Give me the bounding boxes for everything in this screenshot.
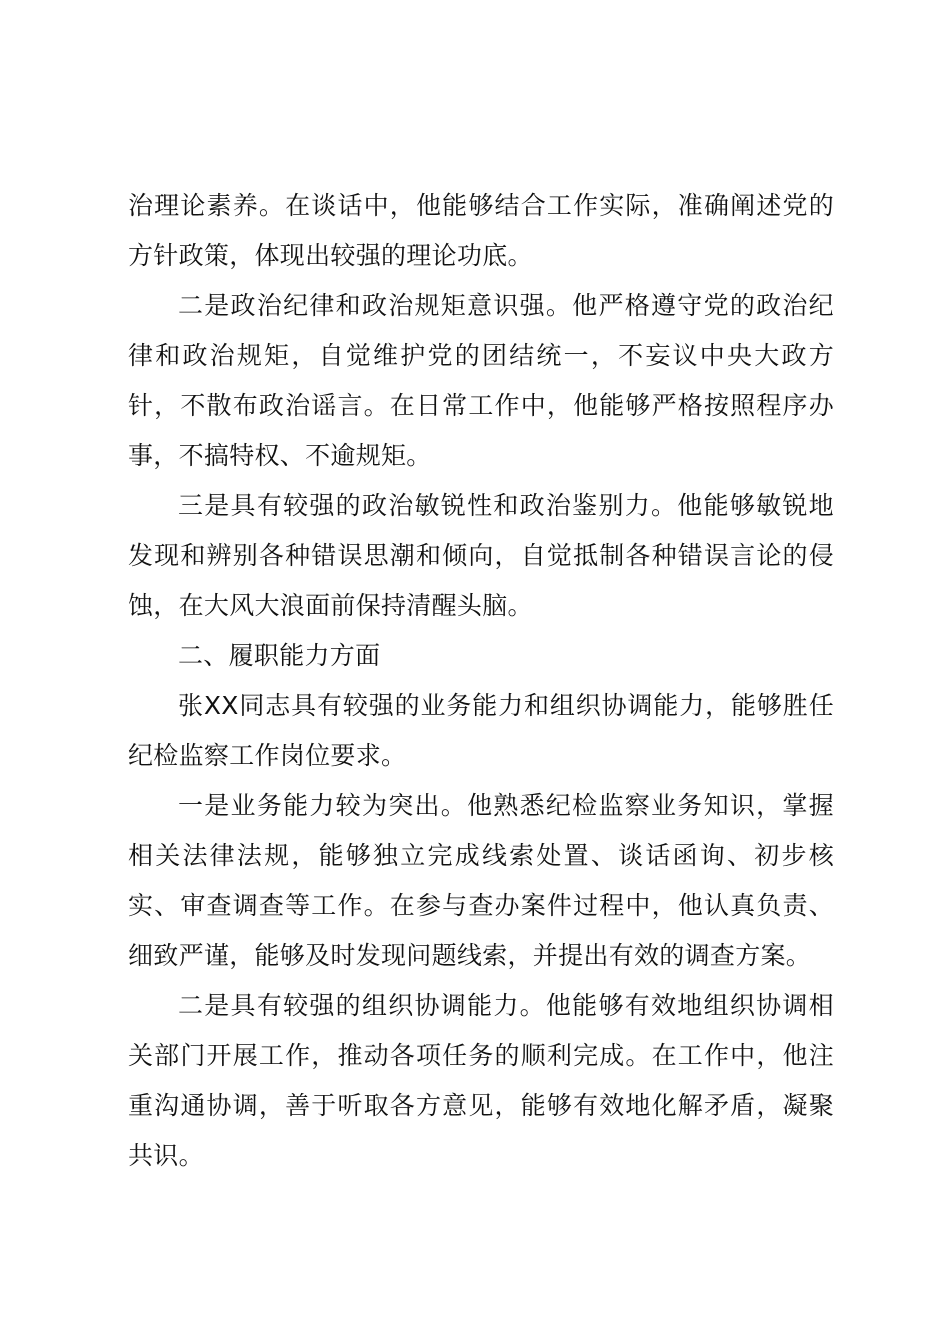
paragraph-political-discipline: 二是政治纪律和政治规矩意识强。他严格遵守党的政治纪律和政治规矩，自觉维护党的团结统一，不妄议中央大政方针，不散布政治谣言。在日常工作中，他能够严格按照程序办事，不搞特权、不逾规矩。 xyxy=(128,291,834,470)
paragraph-business-ability: 一是业务能力较为突出。他熟悉纪检监察业务知识，掌握相关法律法规，能够独立完成线索处置、谈话函询、初步核实、审查调查等工作。在参与查办案件过程中，他认真负责、细致严谨，能够及时发现问题线索，并提出有效的调查方案。 xyxy=(128,791,834,970)
document-body xyxy=(128,181,834,1181)
paragraph-performance-summary: 张XX同志具有较强的业务能力和组织协调能力，能够胜任纪检监察工作岗位要求。 xyxy=(128,691,834,770)
paragraph-theory-continued: 治理论素养。在谈话中，他能够结合工作实际，准确阐述党的方针政策，体现出较强的理论功底。 xyxy=(128,191,834,270)
paragraph-political-acuity: 三是具有较强的政治敏锐性和政治鉴别力。他能够敏锐地发现和辨别各种错误思潮和倾向，自觉抵制各种错误言论的侵蚀，在大风大浪面前保持清醒头脑。 xyxy=(128,491,834,620)
paragraph-coordination-ability: 二是具有较强的组织协调能力。他能够有效地组织协调相关部门开展工作，推动各项任务的顺利完成。在工作中，他注重沟通协调，善于听取各方意见，能够有效地化解矛盾，凝聚共识。 xyxy=(128,991,834,1170)
section-heading-performance: 二、履职能力方面 xyxy=(178,641,381,670)
